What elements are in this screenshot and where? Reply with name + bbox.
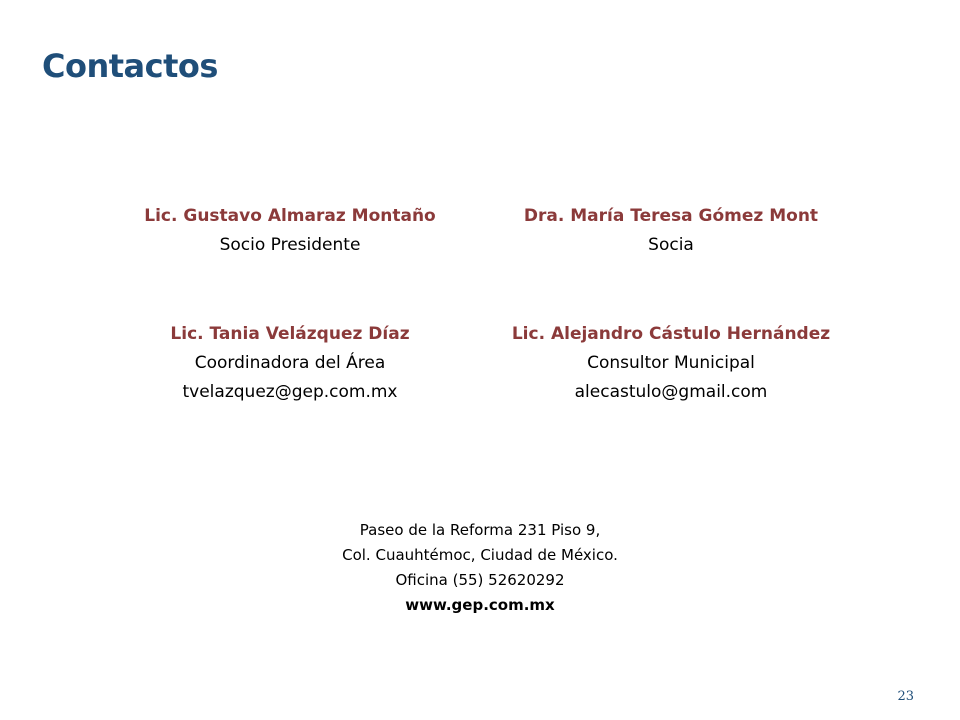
contact-card-maria-teresa [491,202,851,260]
contact-card-alejandro [491,320,851,407]
page-number: 23 [897,689,914,704]
contact-card-gustavo [110,202,470,260]
contact-name: Lic. Gustavo Almaraz Montaño [144,206,436,226]
contact-role: Socia [648,235,694,255]
contact-role: Socio Presidente [219,235,361,255]
office-address [280,518,680,618]
address-city: Col. Cuauhtémoc, Ciudad de México. [342,546,618,564]
contact-name: Lic. Alejandro Cástulo Hernández [511,324,831,344]
page-title: Contactos [42,47,218,85]
contact-name: Dra. María Teresa Gómez Mont [523,206,819,226]
contact-email: alecastulo@gmail.com [574,382,768,402]
address-street: Paseo de la Reforma 231 Piso 9, [359,521,601,539]
contact-email: tvelazquez@gep.com.mx [182,382,398,402]
website-text: www.gep.com.mx [405,596,555,614]
contact-name: Lic. Tania Velázquez Díaz [170,324,410,344]
contact-role: Coordinadora del Área [194,353,386,373]
contact-role: Consultor Municipal [587,353,755,373]
contact-card-tania [110,320,470,407]
office-phone: Oficina (55) 52620292 [395,571,565,589]
